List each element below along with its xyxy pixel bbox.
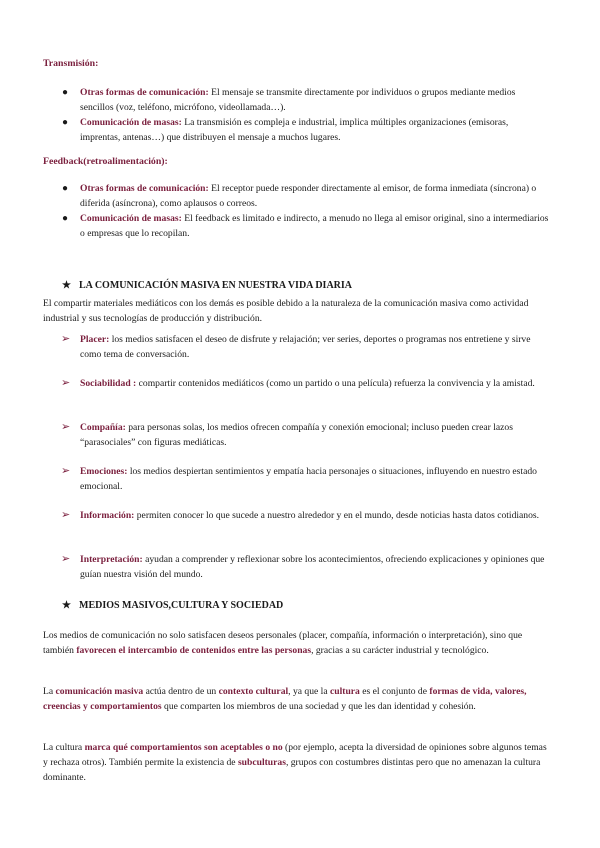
- item-term: Información:: [80, 510, 135, 521]
- text-run: Los medios de comunicación no solo satisfacen deseos personales (placer, compañía, información o interpretación), sino que también: [43, 630, 523, 656]
- item-term: Sociabilidad :: [80, 378, 137, 389]
- text-run: , gracias a su carácter industrial y tecnológico.: [311, 645, 489, 656]
- star-icon: ★: [62, 600, 71, 611]
- highlight-run: subculturas: [237, 757, 286, 768]
- bullet-term: Otras formas de comunicación:: [80, 87, 209, 98]
- paragraph-2: [43, 684, 553, 714]
- intro-paragraph: El compartir materiales mediáticos con los demás es posible debido a la naturaleza de la comunicación masiva como actividad industrial y sus tecnologías de producción y distribución.: [43, 298, 529, 324]
- bullet-text: El mensaje se transmite directamente por individuos o grupos mediante medios sencillos (voz, teléfono, micrófono, videollamada…).: [80, 87, 516, 113]
- bullet-term: Comunicación de masas:: [80, 213, 182, 224]
- item-term: Placer:: [80, 334, 110, 345]
- list-item: [62, 181, 550, 211]
- item-text: los medios despiertan sentimientos y empatía hacia personajes o situaciones, influyendo en nuestro estado emocional.: [80, 466, 537, 492]
- highlight-run: cultura: [329, 686, 360, 697]
- item-text: los medios satisfacen el deseo de disfrute y relajación; ver series, deportes o programas nos entretiene y sirve como tema de conversación.: [80, 334, 531, 360]
- transmision-heading: Transmisión:: [43, 58, 99, 69]
- highlight-run: formas de vida, valores, creencias y comportamientos: [43, 686, 527, 712]
- highlight-run: comunicación masiva: [55, 686, 144, 697]
- text-run: La: [43, 686, 56, 697]
- item-term: Compañía:: [80, 422, 126, 433]
- item-text: permiten conocer lo que sucede a nuestro alrededor y en el mundo, desde noticias hasta datos cotidianos.: [134, 510, 540, 521]
- item-text: compartir contenidos mediáticos (como un partido o una película) refuerza la convivencia y la amistad.: [136, 378, 535, 389]
- item-text: ayudan a comprender y reflexionar sobre los acontecimientos, ofreciendo explicaciones y opiniones que guían nuestra visión del mundo.: [80, 554, 545, 580]
- text-run: que comparten los miembros de una sociedad y que les dan identidad y cohesión.: [161, 701, 476, 712]
- list-item: [61, 464, 550, 494]
- section-heading-text: MEDIOS MASIVOS,CULTURA Y SOCIEDAD: [79, 600, 284, 611]
- section-heading-vida-diaria: [62, 278, 352, 293]
- list-item: [61, 552, 550, 582]
- text-run: , ya que la: [288, 686, 330, 697]
- bullet-icon: ●: [62, 213, 69, 224]
- text-run: actúa dentro de un: [143, 686, 219, 697]
- bullet-term: Comunicación de masas:: [80, 117, 182, 128]
- text-run: es el conjunto de: [359, 686, 430, 697]
- item-term: Emociones:: [80, 466, 128, 477]
- list-item: [61, 332, 550, 362]
- text-run: La cultura: [43, 742, 85, 753]
- paragraph-3: [43, 740, 553, 785]
- highlight-run: favorecen el intercambio de contenidos entre las personas: [76, 645, 312, 656]
- bullet-text: El feedback es limitado e indirecto, a menudo no llega al emisor original, sino a intermediarios o empresas que lo recopilan.: [80, 213, 549, 239]
- text-run: , grupos con costumbres distintas pero que no amenazan la cultura dominante.: [43, 757, 541, 783]
- arrow-icon: ➢: [61, 421, 71, 433]
- highlight-run: marca qué comportamientos son aceptables o no: [84, 742, 283, 753]
- paragraph-1: [43, 628, 553, 658]
- bullet-icon: ●: [62, 117, 69, 128]
- list-item: [61, 376, 550, 391]
- list-item: [62, 211, 550, 241]
- arrow-icon: ➢: [61, 509, 71, 521]
- arrow-icon: ➢: [61, 333, 71, 345]
- bullet-text: El receptor puede responder directamente al emisor, de forma inmediata (síncrona) o diferida (asíncrona), como aplausos o correos.: [80, 183, 537, 209]
- arrow-icon: ➢: [61, 377, 71, 389]
- list-item: [62, 85, 550, 115]
- arrow-icon: ➢: [61, 553, 71, 565]
- list-item: [62, 115, 550, 145]
- star-icon: ★: [62, 280, 71, 291]
- highlight-run: contexto cultural: [218, 686, 289, 697]
- bullet-text: La transmisión es compleja e industrial, implica múltiples organizaciones (emisoras, imprentas, antenas…) que distribuyen el mensaje a muchos lugares.: [80, 117, 509, 143]
- bullet-icon: ●: [62, 87, 69, 98]
- section-heading-medios: [62, 598, 283, 613]
- item-text: para personas solas, los medios ofrecen compañía y conexión emocional; incluso pueden crear lazos “parasociales” con figuras mediáticas.: [80, 422, 513, 448]
- item-term: Interpretación:: [80, 554, 143, 565]
- list-item: [61, 420, 550, 450]
- section-heading-text: LA COMUNICACIÓN MASIVA EN NUESTRA VIDA DIARIA: [79, 280, 353, 291]
- arrow-icon: ➢: [61, 465, 71, 477]
- text-run: (por ejemplo, acepta la diversidad de opiniones sobre algunos temas y rechaza otros). También permite la existencia de: [43, 742, 547, 768]
- list-item: [61, 508, 550, 523]
- feedback-heading: Feedback(retroalimentación):: [43, 156, 168, 167]
- bullet-icon: ●: [62, 183, 69, 194]
- bullet-term: Otras formas de comunicación:: [80, 183, 209, 194]
